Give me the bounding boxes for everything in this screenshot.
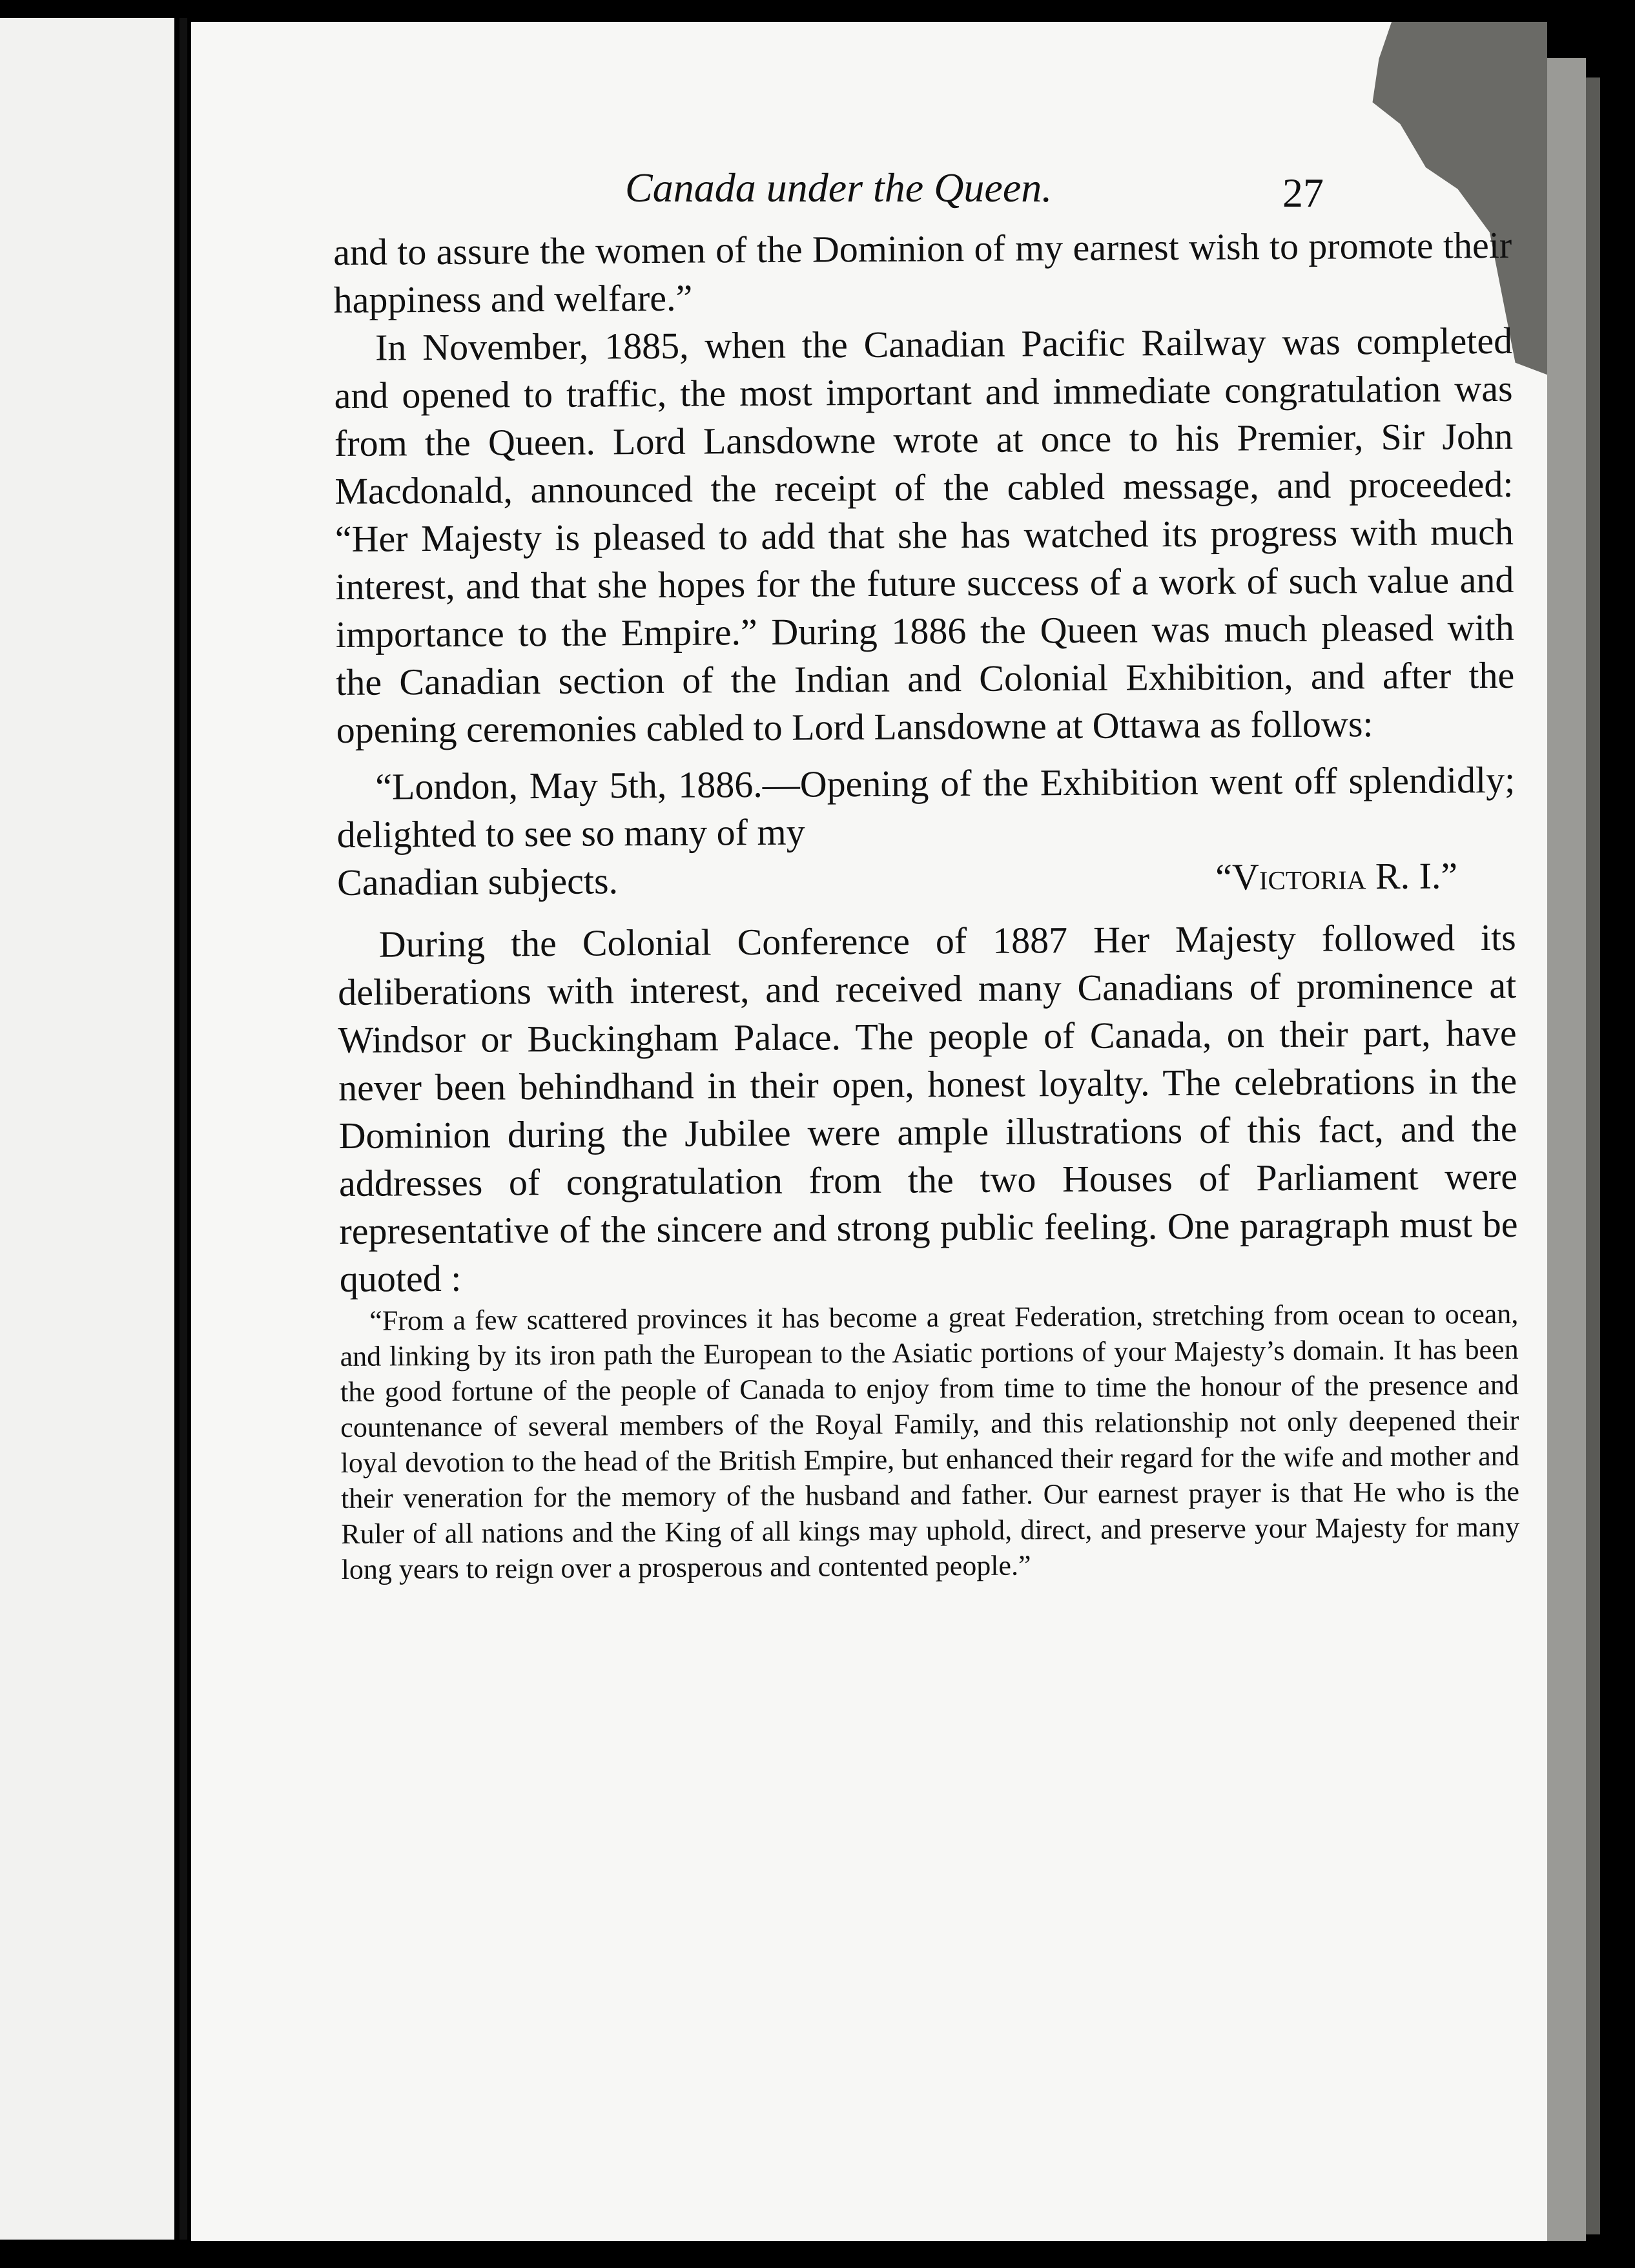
telegram-quote [336,756,1516,859]
parliament-address-extract: “From a few scattered provinces it has become a great Federation, stretching from ocean to ocean, and linking by its iron path the European to the Asiatic portions of your Majesty’s domain. It has been the good fortune of the people of Canada to enjoy from time to time the honour of the presence and countenance of several members of the Royal Family, and this relationship not only deepened their loyal devotion to the head of the British Empire, but enhanced their regard for the wife and mother and their veneration for the memory of the husband and father. Our earnest prayer is that He who is the Ruler of all nations and the King of all kings may uphold, direct, and preserve your Majesty for many long years to reign over a prosperous and contented people.” [340,1297,1520,1585]
telegram-text-end: Canadian subjects. [336,860,619,903]
page-header [191,151,1379,216]
book-page [191,22,1547,2241]
book-gutter [180,18,187,2240]
page-number: 27 [1282,170,1324,216]
running-title: Canada under the Queen. [625,165,1053,211]
page-stack-shadow [1586,77,1600,2234]
paragraph-railway: In November, 1885, when the Canadian Pacific Railway was completed and opened to traffic, the most important and immediate congratulation was from the Queen. Lord Lansdowne wrote at once to his Premier, Sir John Macdonald, announced the receipt of the cabled message, and proceeded: “Her Majesty is pleased to add that she has watched its progress with much interest, and that she hopes for the future success of a work of such value and importance to the Empire.” During 1886 the Queen was much pleased with the Canadian section of the Indian and Colonial Exhibition, and after the opening ceremonies cabled to Lord Lansdowne at Ottawa as follows: [334,319,1515,751]
paragraph-continued: and to assure the women of the Dominion of my earnest wish to promote their happiness and welfare.” [333,223,1512,321]
paragraph-conference: During the Colonial Conference of 1887 Her Majesty followed its deliberations with interest, and received many Canadians of prominence at Windsor or Buckingham Palace. The people of Canada, on their part, have never been behindhand in their open, honest loyalty. The celebrations in the Dominion during the Jubilee were ample illustrations of this fact, and the addresses of congratulation from the two Houses of Parliament were representative of the sincere and strong public feeling. One paragraph must be quoted : [338,916,1518,1300]
facing-page-edge [0,18,174,2240]
page-stack-edge [1547,58,1586,2241]
signature: “Victoria R. I.” [1215,854,1458,898]
telegram-closing [337,852,1516,907]
page-body [333,222,1520,1587]
telegram-text: “London, May 5th, 1886.—Opening of the Exhibition went off splendidly; delighted to see so many of my [336,758,1516,856]
